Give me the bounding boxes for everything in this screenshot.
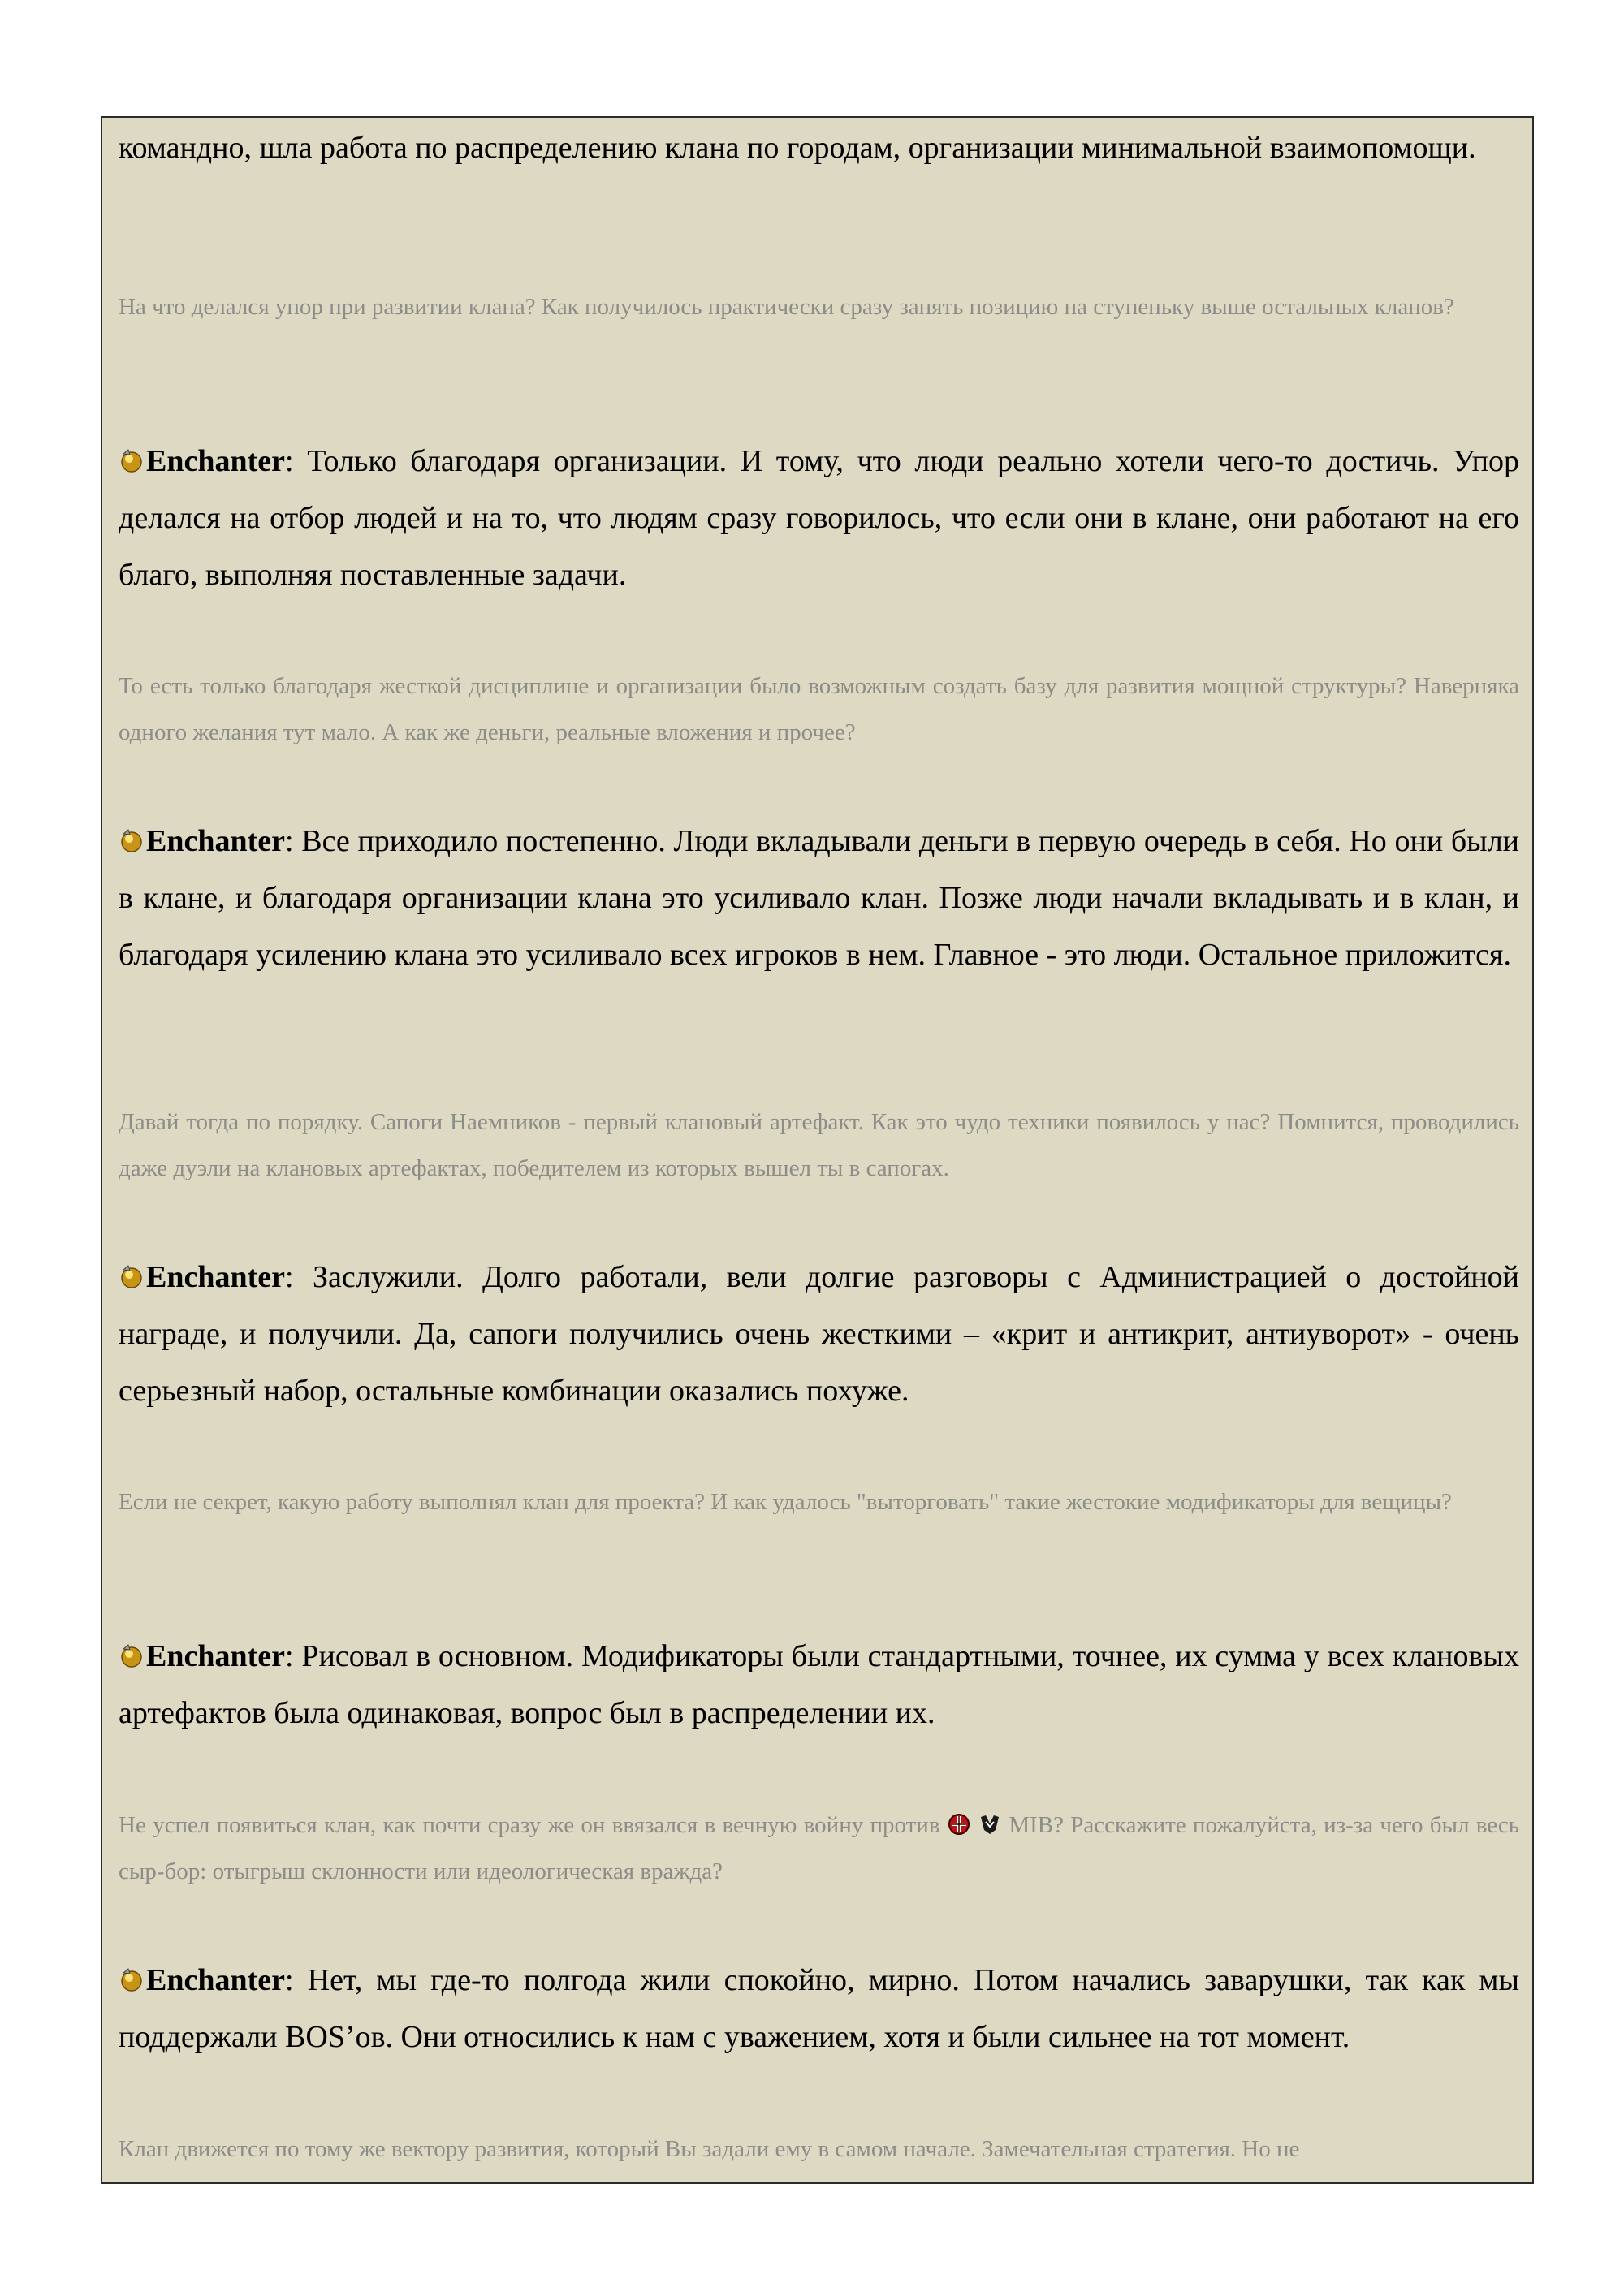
question-paragraph <box>119 2126 1519 2173</box>
answer-text: командно, шла работа по распределению клана по городам, организации минимальной взаимопомощи. <box>119 131 1476 165</box>
question-text: На что делался упор при развитии клана? Как получилось практически сразу занять позицию на ступеньку выше остальных кланов? <box>119 294 1454 320</box>
question-text: Давай тогда по порядку. Сапоги Наемников - первый клановый артефакт. Как это чудо техники появилось у нас? Помнится, проводились даже дуэли на клановых артефактах, победителем из которых вышел ты в сапогах. <box>119 1109 1519 1181</box>
answer-paragraph <box>119 433 1519 603</box>
question-text: Клан движется по тому же вектору развития, который Вы задали ему в самом начале. Замечательная стратегия. Но не <box>119 2136 1300 2162</box>
question-paragraph <box>119 663 1519 756</box>
answer-text: : Только благодаря организации. И тому, что люди реально хотели чего-то достичь. Упор делался на отбор людей и на то, что людям сразу говорилось, что если они в клане, они работают на его благо, выполняя поставленные задачи. <box>119 444 1519 592</box>
speaker-name: Enchanter <box>146 444 285 478</box>
answer-text: : Нет, мы где-то полгода жили спокойно, мирно. Потом начались заварушки, так как мы поддержали BOS’ов. Они относились к нам с уважением, хотя и были сильнее на тот момент. <box>119 1963 1519 2054</box>
question-paragraph <box>119 1099 1519 1192</box>
answer-text: : Рисовал в основном. Модификаторы были стандартными, точнее, их сумма у всех клановых артефактов была одинаковая, вопрос был в распределении их. <box>119 1639 1519 1730</box>
align-icon <box>119 1966 145 1992</box>
question-paragraph <box>119 1479 1519 1526</box>
question-text: MIB? Расскажите пожалуйста, из-за чего был весь сыр-бор: отыгрыш склонности или идеологическая вражда? <box>119 1812 1519 1884</box>
dark-alignment-icon <box>947 1812 971 1836</box>
question-paragraph <box>119 1802 1519 1895</box>
speaker-name: Enchanter <box>146 824 285 858</box>
question-text: То есть только благодаря жесткой дисциплине и организации было возможным создать базу для развития мощной структуры? Наверняка одного желания тут мало. А как же деньги, реальные вложения и прочее? <box>119 673 1519 745</box>
answer-paragraph <box>119 119 1519 176</box>
question-paragraph <box>119 284 1519 330</box>
speaker-name: Enchanter <box>146 1963 285 1997</box>
question-text: Если не секрет, какую работу выполнял клан для проекта? И как удалось "выторговать" такие жестокие модификаторы для вещицы? <box>119 1489 1452 1515</box>
answer-text: : Заслужили. Долго работали, вели долгие разговоры с Администрацией о достойной награде, и получили. Да, сапоги получились очень жесткими – «крит и антикрит, антиуворот» - очень серьезный набор, остальные комбинации оказались похуже. <box>119 1260 1519 1408</box>
answer-paragraph <box>119 1952 1519 2065</box>
mib-clan-icon <box>978 1812 1002 1836</box>
answer-text: : Все приходило постепенно. Люди вкладывали деньги в первую очередь в себя. Но они были в клане, и благодаря организации клана это усиливало клан. Позже люди начали вкладывать и в клан, и благодаря усилению клана это усиливало всех игроков в нем. Главное - это люди. Остальное приложится. <box>119 824 1519 972</box>
align-icon <box>119 1642 145 1668</box>
align-icon <box>119 1263 145 1289</box>
align-icon <box>119 447 145 473</box>
answer-paragraph <box>119 813 1519 983</box>
question-text: Не успел появиться клан, как почти сразу же он ввязался в вечную войну против <box>119 1812 947 1838</box>
answer-paragraph <box>119 1249 1519 1419</box>
speaker-name: Enchanter <box>146 1639 285 1673</box>
answer-paragraph <box>119 1628 1519 1741</box>
align-icon <box>119 827 145 853</box>
document-frame <box>101 116 1534 2184</box>
speaker-name: Enchanter <box>146 1260 285 1294</box>
